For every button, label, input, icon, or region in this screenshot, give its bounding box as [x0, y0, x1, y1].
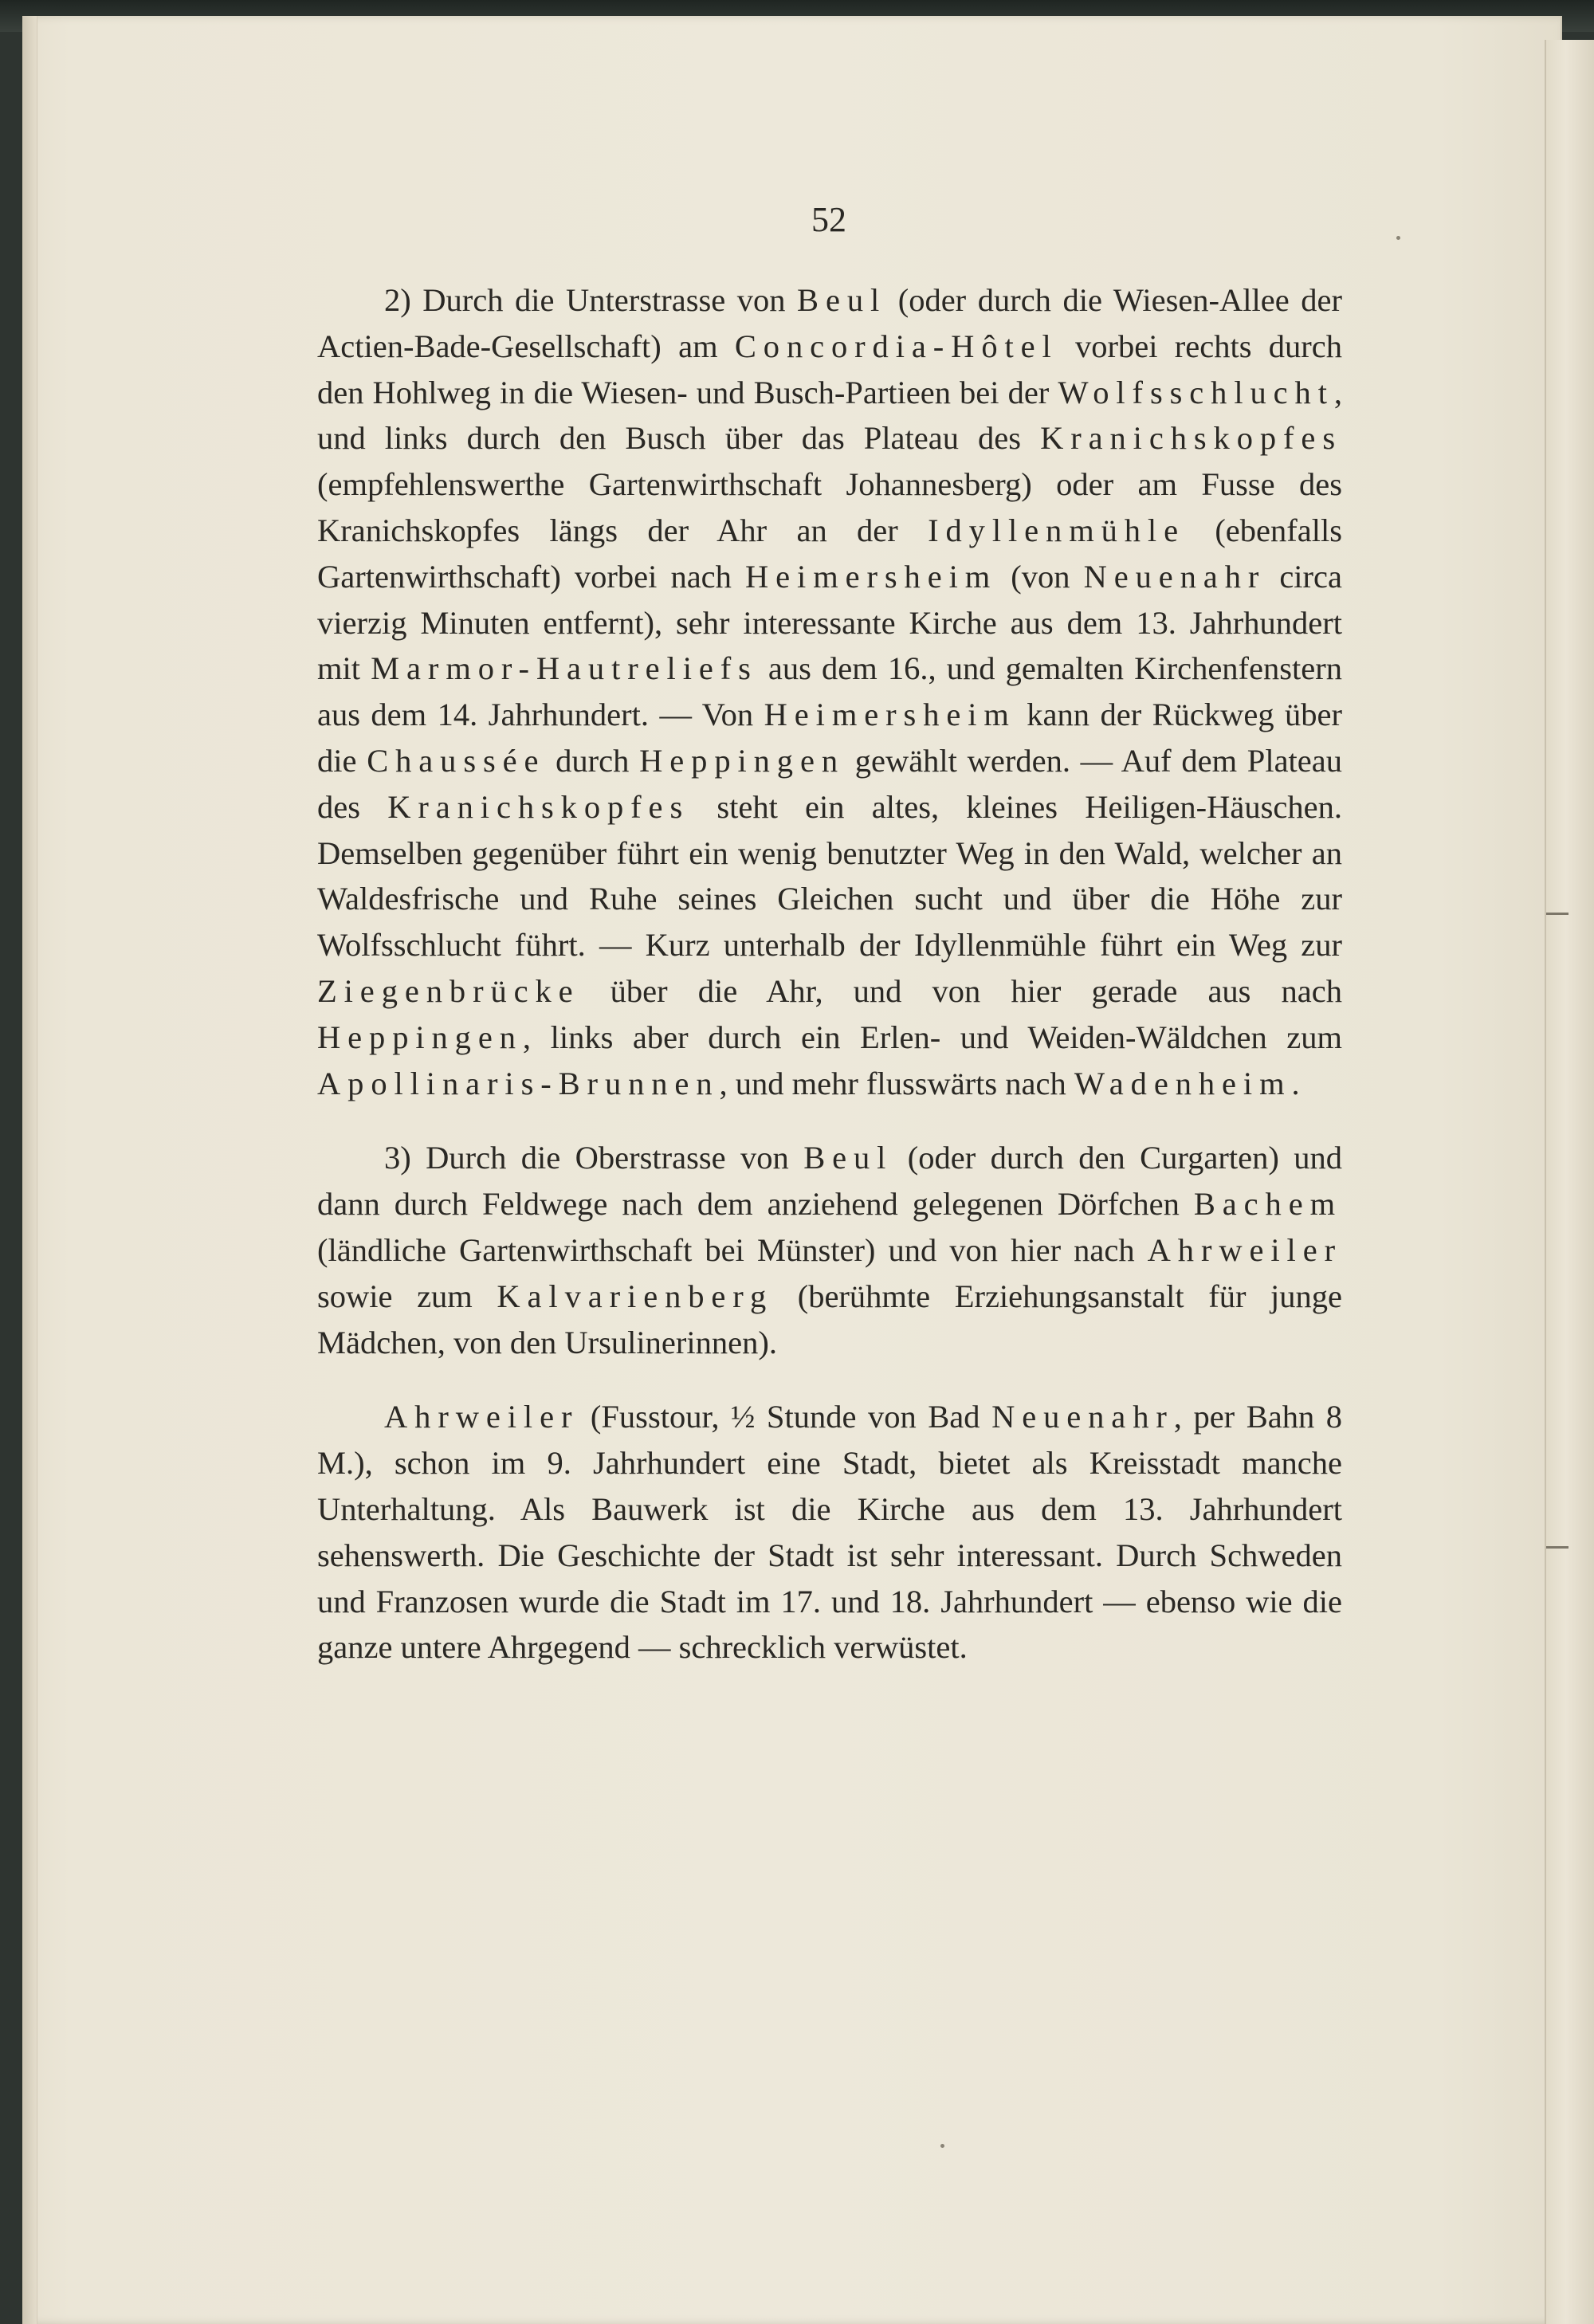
spaced-term: Heimersheim: [764, 697, 1016, 733]
spaced-term: Ahrweiler: [384, 1399, 579, 1435]
text-run: , und links durch den Busch über das Plateau des: [317, 374, 1342, 457]
spaced-term: Bachem: [1193, 1186, 1342, 1223]
text-run: über die Ahr, und von hier gerade aus nach: [579, 972, 1342, 1009]
text-run: , links aber durch ein Erlen- und Weiden-Wäldchen zum: [522, 1019, 1342, 1055]
text-run: .: [1291, 1065, 1300, 1101]
text-run: (empfehlenswerthe Gartenwirthschaft Johannesberg) oder am Fusse des Kranichskopfes längs der Ahr an der: [317, 466, 1342, 548]
text-run: kann der Rückweg über die: [317, 697, 1342, 779]
page-tab-mark-upper: [1546, 913, 1568, 915]
spaced-term: Neuenahr: [1083, 558, 1266, 595]
spaced-term: Heppingen: [639, 742, 846, 779]
paragraph: [317, 277, 1342, 1106]
text-run: (berühmte Erziehungsanstalt für junge Mädchen, von den Ursulinerinnen).: [317, 1278, 1342, 1360]
text-run: (von: [997, 558, 1084, 595]
text-run: (Fusstour, ½ Stunde von Bad: [579, 1399, 992, 1435]
spaced-term: Wadenheim: [1074, 1065, 1292, 1101]
text-run: (ebenfalls Gartenwirthschaft) vorbei nach: [317, 512, 1342, 595]
text-run: , per Bahn 8 M.), schon im 9. Jahrhundert eine Stadt, bietet als Kreisstadt manche Unterhaltung. Als Bauwerk ist die Kirche aus dem 13. Jahrhundert sehenswerth. Die Geschichte der Stadt ist sehr interessant. Durch Schweden und Franzosen wurde die Stadt im 17. und 18. Jahrhundert — ebenso wie die ganze untere Ahrgegend — schrecklich verwüstet.: [317, 1399, 1342, 1666]
spaced-term: Concordia-Hôtel: [734, 328, 1058, 364]
body-text: [317, 277, 1342, 1670]
text-run: , und mehr flusswärts nach: [719, 1065, 1074, 1101]
paper-speck: [940, 2144, 944, 2148]
paragraph: [317, 1135, 1342, 1365]
text-run: 3) Durch die Oberstrasse von: [384, 1140, 804, 1176]
spaced-term: Beul: [803, 1140, 893, 1176]
text-run: 2) Durch die Unterstrasse von: [384, 282, 798, 318]
spaced-term: Kranichskopfes: [1040, 420, 1342, 457]
text-run: sowie zum: [317, 1278, 497, 1314]
text-run: gewählt werden. — Auf dem Plateau des: [317, 742, 1343, 825]
spaced-term: Apollinaris-Brunnen: [317, 1065, 720, 1101]
text-run: (oder durch den Curgarten) und dann durch Feldwege nach dem anziehend gelegenen Dörfchen: [317, 1140, 1342, 1223]
page-gutter-edge: [22, 16, 37, 2324]
next-page-edge: [1545, 40, 1594, 2324]
spaced-term: Chaussée: [367, 742, 546, 779]
spaced-term: Marmor-Hautreliefs: [371, 650, 758, 687]
page-tab-mark-lower: [1546, 1546, 1568, 1549]
spaced-term: Kranichskopfes: [387, 788, 690, 825]
spaced-term: Heimersheim: [744, 558, 998, 595]
text-run: (ländliche Gartenwirthschaft bei Münster) und von hier nach: [317, 1231, 1148, 1268]
spaced-term: Heppingen: [317, 1019, 523, 1055]
spaced-term: Neuenahr: [991, 1399, 1174, 1435]
text-run: vorbei rechts durch den Hohlweg in die Wiesen- und Busch-Partieen bei der: [317, 328, 1342, 410]
spaced-term: Beul: [797, 282, 887, 318]
page-number: 52: [811, 200, 846, 239]
spaced-term: Kalvarienberg: [497, 1278, 774, 1314]
text-run: aus dem 16., und gemalten Kirchenfenstern aus dem 14. Jahrhundert. — Von: [317, 650, 1342, 733]
paragraph: [317, 1394, 1342, 1670]
text-run: (oder durch die Wiesen-Allee der Actien-Bade-Gesellschaft) am: [317, 282, 1342, 364]
paper-speck: [1396, 236, 1400, 240]
text-run: durch: [545, 742, 640, 779]
text-run: steht ein altes, kleines Heiligen-Häuschen. Demselben gegenüber führt ein wenig benutzter Weg in den Wald, welcher an Waldesfrische und Ruhe seines Gleichen sucht und über die Höhe zur Wolfsschlucht führt. — Kurz unterhalb der Idyllenmühle führt ein Weg zur: [317, 788, 1342, 964]
spaced-term: Idyllenmühle: [928, 512, 1185, 548]
text-run: circa vierzig Minuten entfernt), sehr interessante Kirche aus dem 13. Jahrhundert mit: [317, 558, 1342, 687]
spaced-term: Ziegenbrücke: [317, 972, 580, 1009]
spaced-term: Wolfsschlucht: [1058, 374, 1334, 410]
spaced-term: Ahrweiler: [1147, 1231, 1342, 1268]
